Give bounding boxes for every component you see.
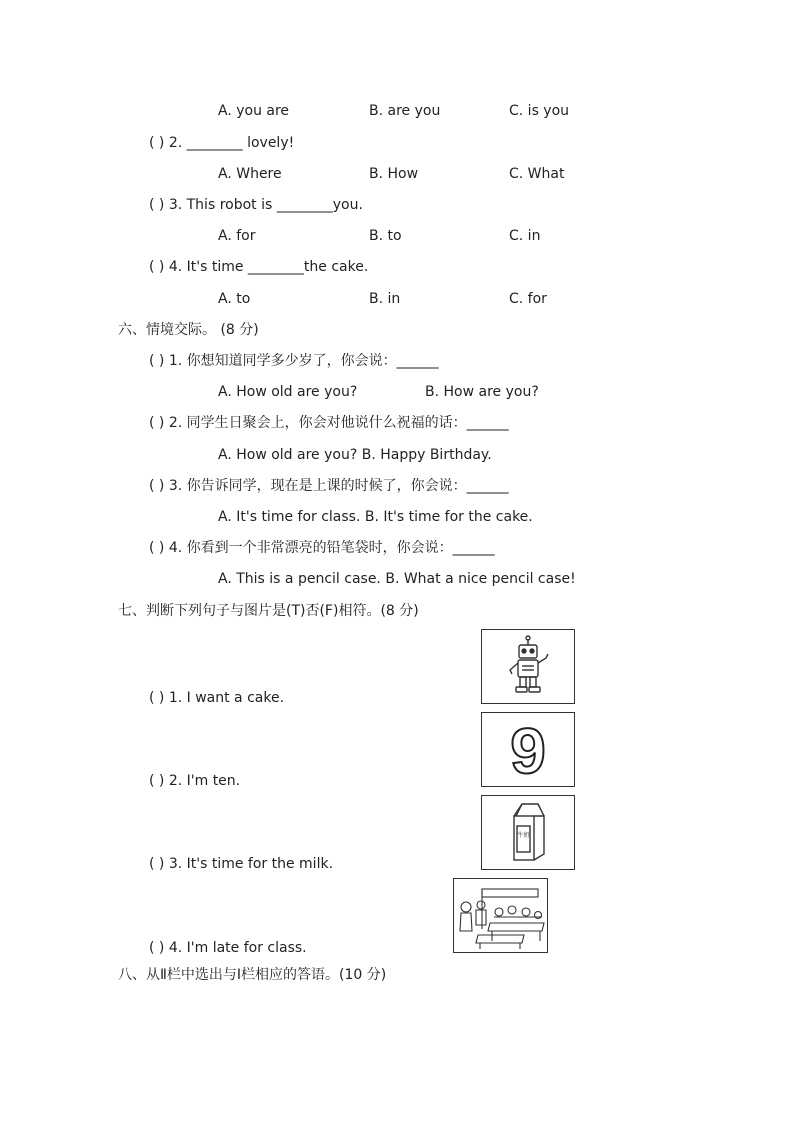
section-6-heading: 六、情境交际。 (8 分) bbox=[118, 322, 259, 338]
classroom-icon bbox=[454, 879, 547, 952]
q2-option-b: B. How bbox=[369, 166, 419, 182]
picture-milk bbox=[481, 795, 575, 870]
q3-option-a: A. for bbox=[218, 228, 256, 244]
nine-label: 9 bbox=[510, 715, 546, 786]
question-2: ( ) 2. ________ lovely! bbox=[149, 135, 295, 151]
q1-option-c: C. is you bbox=[509, 103, 570, 119]
number-nine-icon bbox=[482, 713, 574, 786]
s6-question-2: ( ) 2. 同学生日聚会上，你会对他说什么祝福的话：______ bbox=[149, 415, 509, 431]
s6-q4-options: A. This is a pencil case. B. What a nice pencil case! bbox=[218, 571, 576, 587]
s6-q2-options: A. How old are you? B. Happy Birthday. bbox=[218, 447, 492, 463]
picture-robot bbox=[481, 629, 575, 704]
s6-question-1: ( ) 1. 你想知道同学多少岁了，你会说：______ bbox=[149, 353, 439, 369]
q1-option-b: B. are you bbox=[369, 103, 441, 119]
s7-item-1: ( ) 1. I want a cake. bbox=[149, 690, 285, 706]
q4-option-a: A. to bbox=[218, 291, 251, 307]
s6-q1-option-a: A. How old are you? bbox=[218, 384, 358, 400]
s6-q3-options: A. It's time for class. B. It's time for the cake. bbox=[218, 509, 533, 525]
s7-item-2: ( ) 2. I'm ten. bbox=[149, 773, 241, 789]
s6-question-3: ( ) 3. 你告诉同学，现在是上课的时候了，你会说：______ bbox=[149, 478, 509, 494]
question-3: ( ) 3. This robot is ________you. bbox=[149, 197, 363, 213]
section-7-heading: 七、判断下列句子与图片是(T)否(F)相符。(8 分) bbox=[118, 603, 419, 619]
picture-classroom bbox=[453, 878, 548, 953]
s7-item-4: ( ) 4. I'm late for class. bbox=[149, 940, 307, 956]
s7-item-3: ( ) 3. It's time for the milk. bbox=[149, 856, 334, 872]
q4-option-b: B. in bbox=[369, 291, 401, 307]
q4-option-c: C. for bbox=[509, 291, 547, 307]
q2-option-a: A. Where bbox=[218, 166, 282, 182]
milk-label: 牛奶 bbox=[517, 832, 530, 839]
section-8-heading: 八、从Ⅱ栏中选出与Ⅰ栏相应的答语。(10 分) bbox=[118, 967, 387, 983]
question-4: ( ) 4. It's time ________the cake. bbox=[149, 259, 369, 275]
q3-option-b: B. to bbox=[369, 228, 402, 244]
q2-option-c: C. What bbox=[509, 166, 565, 182]
robot-icon bbox=[482, 630, 574, 703]
picture-nine bbox=[481, 712, 575, 787]
milk-carton-icon bbox=[482, 796, 574, 869]
q3-option-c: C. in bbox=[509, 228, 541, 244]
s6-q1-option-b: B. How are you? bbox=[425, 384, 539, 400]
q1-option-a: A. you are bbox=[218, 103, 290, 119]
s6-question-4: ( ) 4. 你看到一个非常漂亮的铅笔袋时，你会说：______ bbox=[149, 540, 495, 556]
